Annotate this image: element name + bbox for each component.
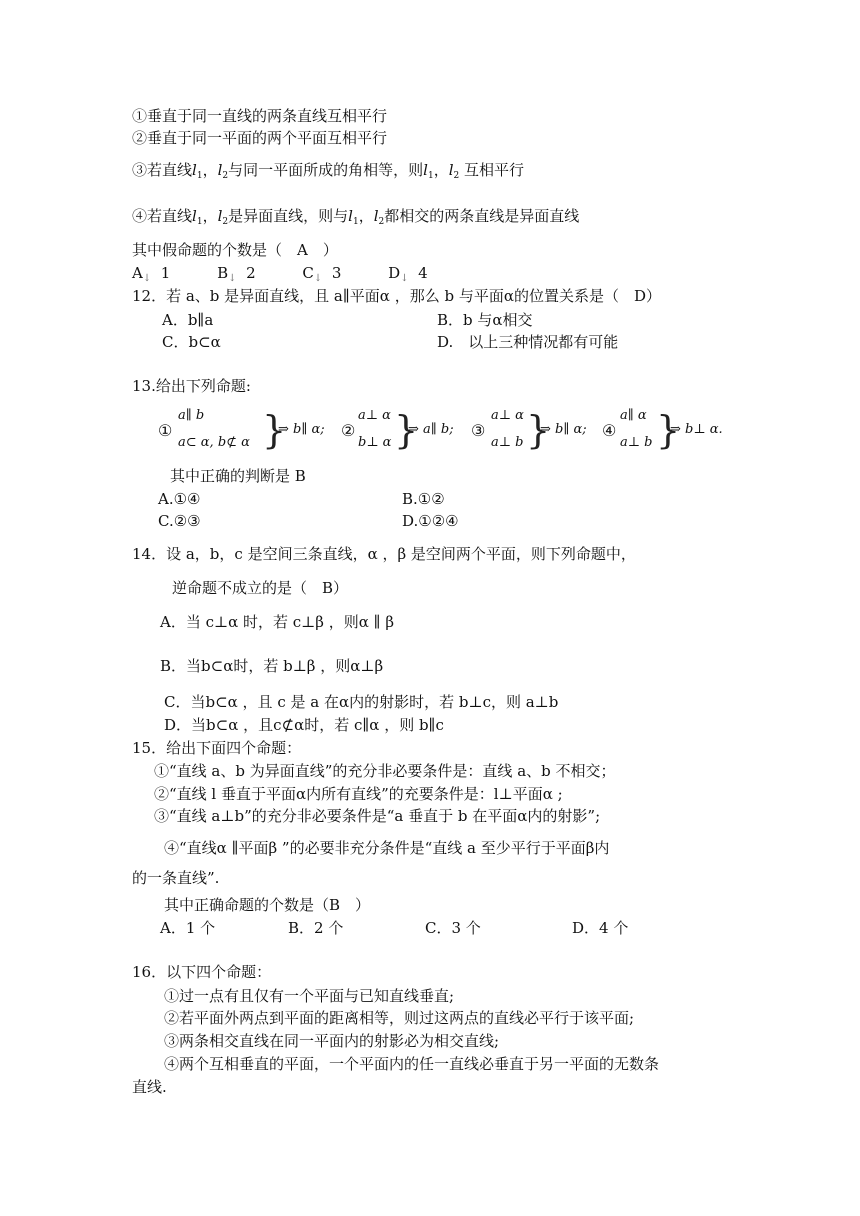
q13-option-d: D.①②④ <box>402 512 459 530</box>
q15-proposition-1: ①“直线 a、b 为异面直线”的充分非必要条件是：直线 a、b 不相交； <box>154 762 616 780</box>
proposition-3: ③若直线$l_1$，$l_2$与同一平面所成的角相等，则$l_1$，$l_2$ 互相平行 <box>132 161 525 181</box>
q14-option-c: C．当b⊂α ，且 c 是 a 在α内的射影时，若 b⊥c，则 a⊥b <box>164 693 559 711</box>
intro-options: $A_↓$ 1 $B_↓$ 2 $C_↓$ 3 $D_↓$ 4 <box>132 264 428 284</box>
q15-proposition-4: ④“直线α ∥平面β ”的必要非充分条件是“直线 a 至少平行于平面β内 <box>164 839 610 857</box>
q13-judge: 其中正确的判断是 B <box>170 467 306 485</box>
q16-proposition-1: ①过一点有且仅有一个平面与已知直线垂直; <box>164 987 455 1005</box>
q15-option-c: C．3 个 <box>425 919 481 937</box>
q16-proposition-3: ③两条相交直线在同一平面内的射影必为相交直线; <box>164 1032 500 1050</box>
q15-stem: 15．给出下面四个命题： <box>132 739 302 757</box>
q15-question: 其中正确命题的个数是（B ） <box>164 896 371 914</box>
proposition-1: ①垂直于同一直线的两条直线互相平行 <box>132 107 388 125</box>
f2-brace: } <box>394 408 419 452</box>
q14-stem-2: 逆命题不成立的是（ B） <box>172 579 349 597</box>
f2-top: a⊥ α <box>358 408 391 423</box>
q16-stem: 16．以下四个命题： <box>132 963 272 981</box>
q15-proposition-2: ②“直线 l 垂直于平面α内所有直线”的充要条件是：l⊥平面α ; <box>154 785 563 803</box>
f3-top: a⊥ α <box>491 408 524 423</box>
proposition-4: ④若直线$l_1$，$l_2$是异面直线，则与$l_1$，$l_2$都相交的两条直线是异面直线 <box>132 207 580 227</box>
q13-option-b: B.①② <box>402 490 445 508</box>
q12-option-c: C．b⊂α <box>162 333 221 351</box>
q15-option-b: B．2 个 <box>288 919 344 937</box>
f1-bottom: a⊂ α, b⊄ α <box>178 435 250 450</box>
q15-option-a: A．1 个 <box>160 919 216 937</box>
f3-brace: } <box>526 408 551 452</box>
f3-number: ③ <box>471 421 486 440</box>
q12-option-d: D. 以上三种情况都有可能 <box>437 333 619 351</box>
f2-number: ② <box>341 421 356 440</box>
q15-proposition-4-cont: 的一条直线”. <box>132 869 220 887</box>
q14-option-a: A．当 c⊥α 时，若 c⊥β ，则α ∥ β <box>160 613 394 631</box>
f4-top: a∥ α <box>620 408 647 423</box>
q13-formula <box>158 404 738 460</box>
f4-result: ⇒ b⊥ α. <box>670 422 723 437</box>
q13-stem: 13.给出下列命题: <box>132 377 251 395</box>
f2-bottom: b⊥ α <box>358 435 392 450</box>
f1-brace: } <box>262 408 287 452</box>
intro-question: 其中假命题的个数是（ A ） <box>132 241 338 259</box>
q15-proposition-3: ③“直线 a⊥b”的充分非必要条件是“a 垂直于 b 在平面α内的射影”; <box>154 807 601 825</box>
q16-proposition-4: ④两个互相垂直的平面，一个平面内的任一直线必垂直于另一平面的无数条 <box>164 1055 660 1073</box>
f1-number: ① <box>158 421 173 440</box>
q13-option-c: C.②③ <box>158 512 201 530</box>
f4-brace: } <box>656 408 681 452</box>
q16-proposition-2: ②若平面外两点到平面的距离相等，则过这两点的直线必平行于该平面; <box>164 1009 635 1027</box>
f1-result: ⇒ b∥ α; <box>278 422 325 437</box>
q13-option-a: A.①④ <box>158 490 201 508</box>
proposition-2: ②垂直于同一平面的两个平面互相平行 <box>132 129 388 147</box>
q15-option-d: D．4 个 <box>572 919 629 937</box>
q12-stem: 12．若 a、b 是异面直线，且 a∥平面α ，那么 b 与平面α的位置关系是（ D） <box>132 287 662 305</box>
q12-option-a: A．b∥a <box>162 311 214 329</box>
f4-number: ④ <box>602 421 617 440</box>
q14-option-d: D．当b⊂α ，且c⊄α时，若 c∥α ，则 b∥c <box>164 716 444 734</box>
q16-proposition-4-cont: 直线. <box>132 1078 167 1096</box>
f3-bottom: a⊥ b <box>491 435 524 450</box>
q12-option-b: B．b 与α相交 <box>437 311 533 329</box>
f1-top: a∥ b <box>178 408 205 423</box>
q14-option-b: B．当b⊂α时，若 b⊥β ，则α⊥β <box>160 657 384 675</box>
f2-result: ⇒ a∥ b; <box>408 422 454 437</box>
q14-stem: 14．设 a，b，c 是空间三条直线，α ，β 是空间两个平面，则下列命题中， <box>132 545 636 563</box>
f4-bottom: a⊥ b <box>620 435 653 450</box>
f3-result: ⇒ b∥ α; <box>540 422 587 437</box>
